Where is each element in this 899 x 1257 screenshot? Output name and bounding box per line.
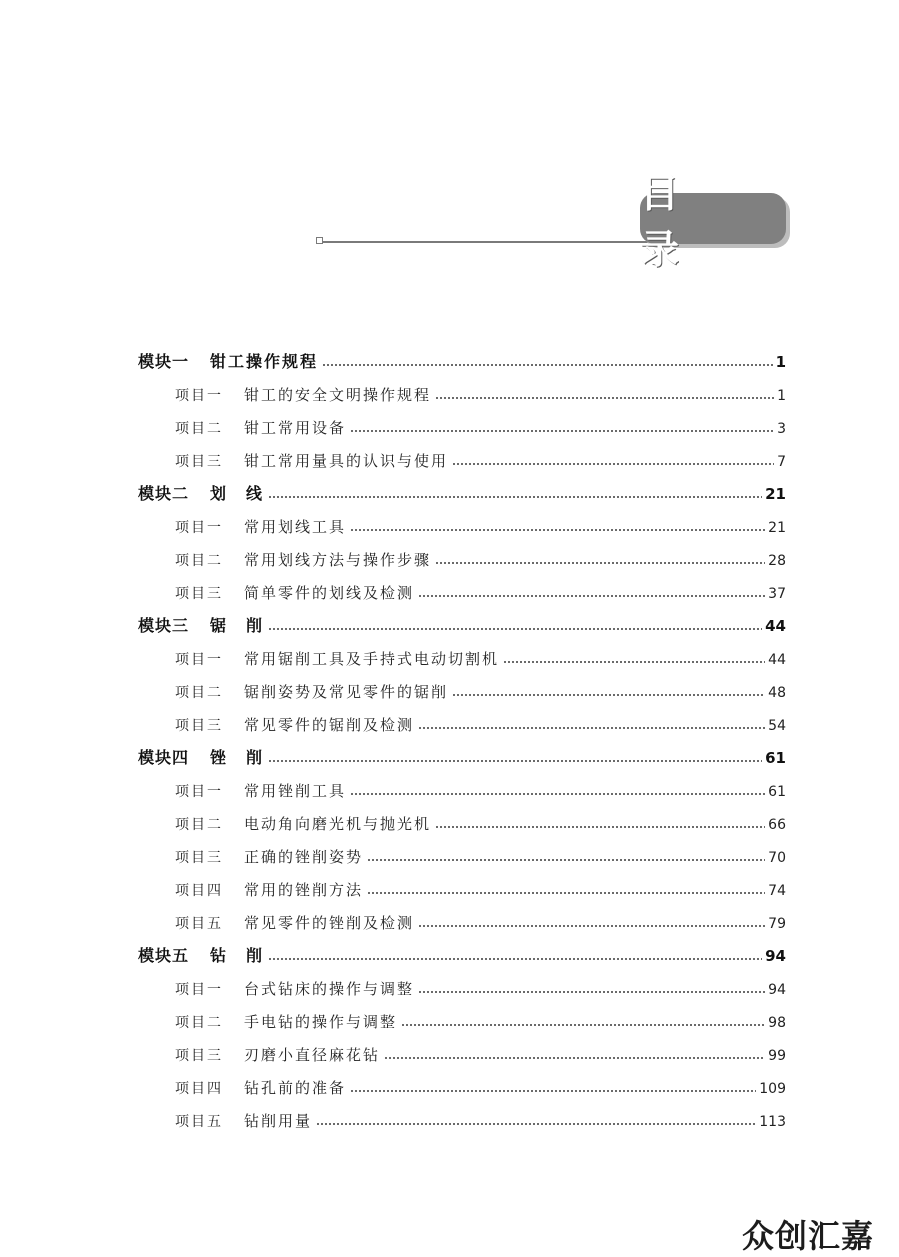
toc-leader-dots: [350, 430, 774, 432]
toc-leader-dots: [418, 991, 765, 993]
toc-entry-title: 钻削用量: [244, 1112, 313, 1130]
page-title: 目 录: [640, 171, 710, 273]
toc-entry-number: 项目三: [175, 454, 223, 470]
toc-entry-title: 常用划线方法与操作步骤: [244, 551, 432, 569]
toc-entry-title: 常用的锉削方法: [244, 881, 364, 899]
toc-entry-number: 模块四: [138, 748, 190, 767]
toc-project-row[interactable]: [138, 502, 786, 535]
toc-leader-dots: [384, 1057, 765, 1059]
toc-entry-title: 钳工常用设备: [244, 419, 347, 437]
toc-entry-title: 刃磨小直径麻花钻: [244, 1046, 381, 1064]
toc-entry-title: 电动角向磨光机与抛光机: [244, 815, 432, 833]
toc-entry-number: 模块二: [138, 484, 190, 503]
toc-project-row[interactable]: [138, 700, 786, 733]
toc-entry-number: 项目二: [175, 421, 223, 437]
toc-project-row[interactable]: [138, 799, 786, 832]
toc-project-row[interactable]: [138, 898, 786, 931]
toc-entry-title: 钳工操作规程: [210, 352, 319, 371]
toc-leader-dots: [350, 529, 765, 531]
toc-project-row[interactable]: [138, 766, 786, 799]
toc-entry-number: 模块五: [138, 946, 190, 965]
title-banner: [640, 171, 786, 273]
toc-leader-dots: [268, 496, 762, 498]
toc-leader-dots: [401, 1024, 765, 1026]
toc-leader-dots: [268, 760, 762, 762]
toc-entry-page: 74: [768, 883, 786, 899]
toc-project-row[interactable]: [138, 634, 786, 667]
toc-entry-title: 手电钻的操作与调整: [244, 1013, 398, 1031]
toc-entry-number: 项目五: [175, 1114, 223, 1130]
toc-entry-title: 钳工的安全文明操作规程: [244, 386, 432, 404]
toc-entry-page: 1: [777, 388, 786, 404]
toc-project-row[interactable]: [138, 997, 786, 1030]
toc-entry-title: 锯 削: [210, 616, 265, 635]
toc-entry-title: 常用划线工具: [244, 518, 347, 536]
toc-entry-page: 1: [775, 353, 786, 371]
toc-leader-dots: [418, 925, 765, 927]
toc-entry-page: 94: [768, 982, 786, 998]
toc-project-row[interactable]: [138, 568, 786, 601]
toc-entry-number: 模块一: [138, 352, 190, 371]
toc-entry-title: 台式钻床的操作与调整: [244, 980, 415, 998]
toc-entry-page: 28: [768, 553, 786, 569]
watermark: 众创汇嘉: [742, 1217, 875, 1255]
toc-leader-dots: [367, 859, 765, 861]
toc-entry-number: 项目一: [175, 982, 223, 998]
toc-entry-number: 项目二: [175, 553, 223, 569]
toc-entry-page: 48: [768, 685, 786, 701]
toc-entry-page: 21: [768, 520, 786, 536]
toc-project-row[interactable]: [138, 1030, 786, 1063]
toc-entry-page: 94: [765, 947, 786, 965]
toc-entry-title: 常用锯削工具及手持式电动切割机: [244, 650, 500, 668]
toc-leader-dots: [435, 826, 765, 828]
toc-entry-page: 109: [759, 1081, 786, 1097]
toc-entry-title: 锯削姿势及常见零件的锯削: [244, 683, 449, 701]
toc-entry-page: 21: [765, 485, 786, 503]
toc-entry-title: 钻 削: [210, 946, 265, 965]
toc-module-row[interactable]: [138, 337, 786, 370]
toc-leader-dots: [268, 958, 762, 960]
toc-entry-number: 项目一: [175, 652, 223, 668]
toc-entry-title: 正确的锉削姿势: [244, 848, 364, 866]
toc-entry-title: 钳工常用量具的认识与使用: [244, 452, 449, 470]
toc-entry-page: 44: [768, 652, 786, 668]
toc-entry-number: 项目四: [175, 883, 223, 899]
toc-leader-dots: [418, 727, 765, 729]
toc-project-row[interactable]: [138, 535, 786, 568]
toc-entry-page: 79: [768, 916, 786, 932]
toc-module-row[interactable]: [138, 733, 786, 766]
toc-entry-number: 项目三: [175, 718, 223, 734]
toc-entry-page: 7: [777, 454, 786, 470]
toc-entry-number: 项目三: [175, 850, 223, 866]
toc-module-row[interactable]: [138, 469, 786, 502]
toc-entry-title: 划 线: [210, 484, 265, 503]
toc-project-row[interactable]: [138, 1096, 786, 1129]
toc-project-row[interactable]: [138, 832, 786, 865]
toc-project-row[interactable]: [138, 403, 786, 436]
toc-project-row[interactable]: [138, 370, 786, 403]
toc-module-row[interactable]: [138, 931, 786, 964]
toc-entry-number: 模块三: [138, 616, 190, 635]
toc-entry-number: 项目四: [175, 1081, 223, 1097]
toc-entry-page: 61: [768, 784, 786, 800]
toc-leader-dots: [268, 628, 762, 630]
toc-leader-dots: [435, 397, 774, 399]
table-of-contents: [138, 337, 786, 1129]
toc-module-row[interactable]: [138, 601, 786, 634]
toc-leader-dots: [367, 892, 765, 894]
toc-entry-page: 70: [768, 850, 786, 866]
toc-entry-page: 37: [768, 586, 786, 602]
toc-leader-dots: [418, 595, 765, 597]
toc-entry-number: 项目三: [175, 586, 223, 602]
toc-entry-number: 项目二: [175, 817, 223, 833]
toc-entry-page: 54: [768, 718, 786, 734]
toc-leader-dots: [452, 694, 765, 696]
toc-leader-dots: [503, 661, 765, 663]
toc-entry-page: 99: [768, 1048, 786, 1064]
toc-entry-title: 常见零件的锉削及检测: [244, 914, 415, 932]
toc-leader-dots: [350, 793, 765, 795]
toc-entry-number: 项目一: [175, 784, 223, 800]
toc-entry-title: 锉 削: [210, 748, 265, 767]
toc-leader-dots: [316, 1123, 756, 1125]
header-line: [322, 241, 652, 243]
toc-project-row[interactable]: [138, 436, 786, 469]
toc-project-row[interactable]: [138, 865, 786, 898]
toc-entry-title: 钻孔前的准备: [244, 1079, 347, 1097]
toc-leader-dots: [322, 364, 773, 366]
toc-project-row[interactable]: [138, 667, 786, 700]
toc-project-row[interactable]: [138, 1063, 786, 1096]
toc-entry-page: 3: [777, 421, 786, 437]
toc-entry-page: 44: [765, 617, 786, 635]
toc-entry-number: 项目二: [175, 1015, 223, 1031]
toc-entry-title: 简单零件的划线及检测: [244, 584, 415, 602]
toc-entry-page: 113: [759, 1114, 786, 1130]
toc-entry-number: 项目一: [175, 388, 223, 404]
toc-entry-number: 项目一: [175, 520, 223, 536]
toc-entry-title: 常用锉削工具: [244, 782, 347, 800]
header-node-square: [316, 237, 323, 244]
toc-project-row[interactable]: [138, 964, 786, 997]
toc-entry-number: 项目三: [175, 1048, 223, 1064]
toc-entry-page: 61: [765, 749, 786, 767]
toc-leader-dots: [350, 1090, 756, 1092]
toc-entry-page: 66: [768, 817, 786, 833]
toc-entry-title: 常见零件的锯削及检测: [244, 716, 415, 734]
toc-entry-number: 项目二: [175, 685, 223, 701]
toc-entry-page: 98: [768, 1015, 786, 1031]
toc-leader-dots: [435, 562, 765, 564]
toc-entry-number: 项目五: [175, 916, 223, 932]
toc-leader-dots: [452, 463, 774, 465]
